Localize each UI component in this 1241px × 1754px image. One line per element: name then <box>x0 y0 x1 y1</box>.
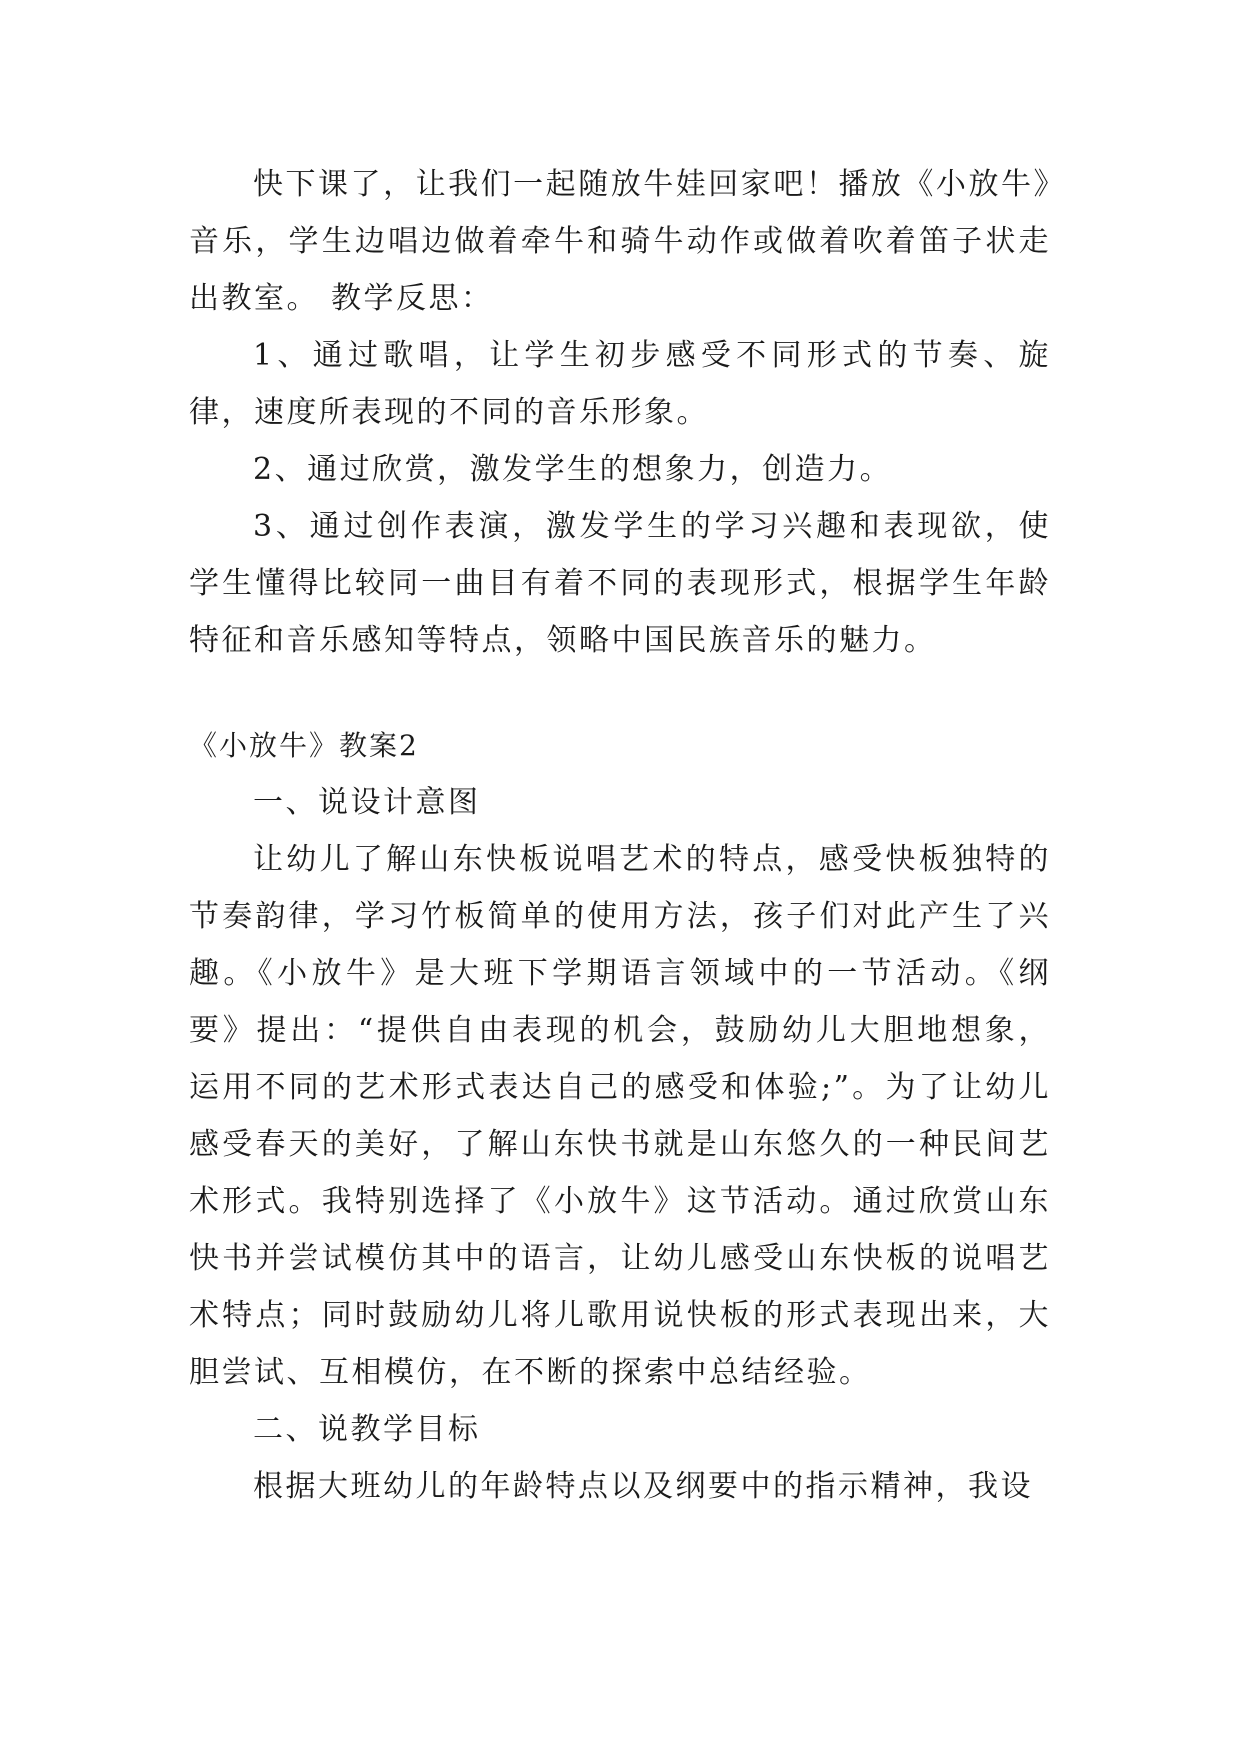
section-heading-teaching-goals: 二、说教学目标 <box>253 1412 481 1447</box>
reflection-item-3: 3、通过创作表演，激发学生的学习兴趣和表现欲，使学生懂得比较同一曲目有着不同的表现形式，根据学生年龄特征和音乐感知等特点，领略中国民族音乐的魅力。 <box>189 509 1051 658</box>
paragraph-design-intent: 让幼儿了解山东快板说唱艺术的特点，感受快板独特的节奏韵律，学习竹板简单的使用方法，孩子们对此产生了兴趣。《小放牛》是大班下学期语言领域中的一节活动。《纲要》提出：“提供自由表现的机会，鼓励幼儿大胆地想象，运用不同的艺术形式表达自己的感受和体验;”。为了让幼儿感受春天的美好，了解山东快书就是山东悠久的一种民间艺术形式。我特别选择了《小放牛》这节活动。通过欣赏山东快书并尝试模仿其中的语言，让幼儿感受山东快板的说唱艺术特点；同时鼓励幼儿将儿歌用说快板的形式表现出来，大胆尝试、互相模仿，在不断的探索中总结经验。 <box>189 842 1051 1390</box>
lesson-plan-title: 《小放牛》教案2 <box>189 729 419 762</box>
paragraph-teaching-goals: 根据大班幼儿的年龄特点以及纲要中的指示精神，我设 <box>253 1469 1033 1504</box>
paragraph-class-ending: 快下课了，让我们一起随放牛娃回家吧！播放《小放牛》音乐，学生边唱边做着牵牛和骑牛动作或做着吹着笛子状走出教室。 教学反思： <box>189 167 1051 316</box>
document-body <box>189 156 1051 1515</box>
section-heading-design-intent: 一、说设计意图 <box>253 785 481 820</box>
section-gap <box>189 669 1051 717</box>
reflection-item-1: 1、通过歌唱，让学生初步感受不同形式的节奏、旋律，速度所表现的不同的音乐形象。 <box>189 338 1051 430</box>
reflection-item-2: 2、通过欣赏，激发学生的想象力，创造力。 <box>253 452 893 487</box>
